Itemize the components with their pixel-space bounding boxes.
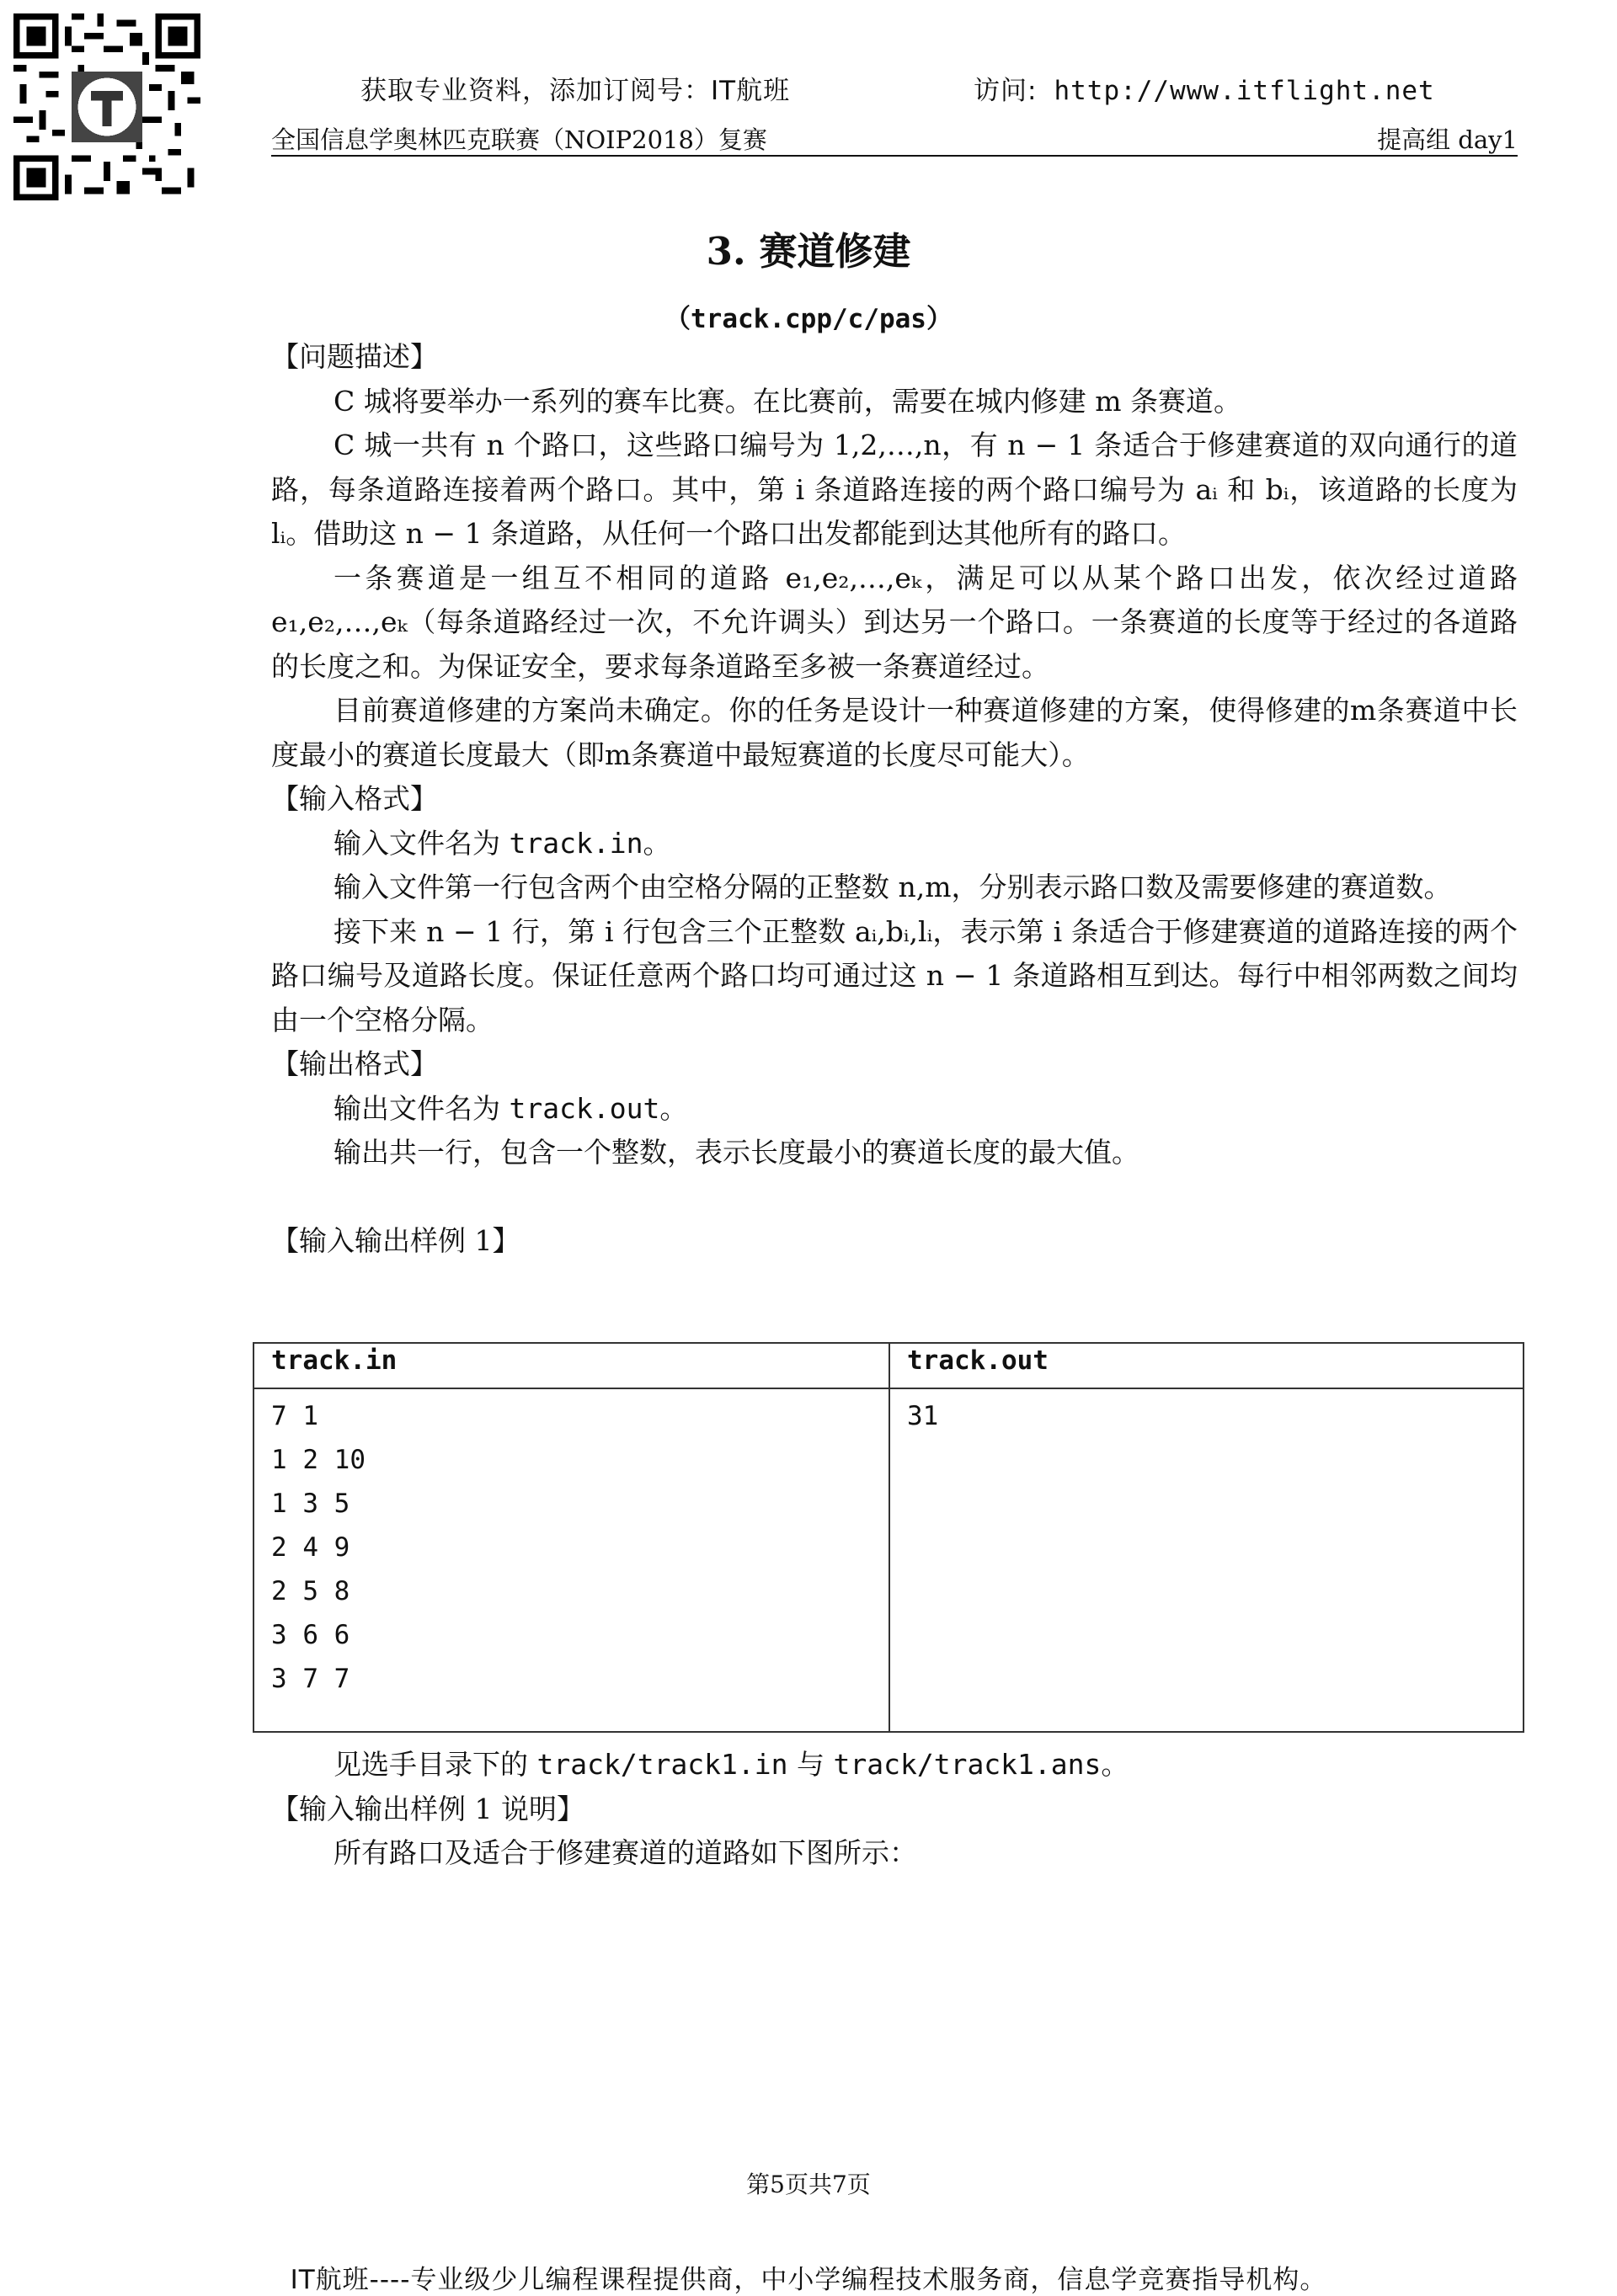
problem-paragraph: C 城一共有 n 个路口，这些路口编号为 1,2,…,n，有 n − 1 条适合于修建赛道的双向通行的道路，每条道路连接着两个路口。其中，第 i 条道路连接的两个路口编号为 aᵢ 和 bᵢ，该道路的长度为 lᵢ。借助这 n − 1 条道路，从任何一个路口出发都能到达其他所有的路口。 xyxy=(271,429,1518,550)
output-paragraph xyxy=(271,1087,1518,1132)
promo-visit-label: 访问: xyxy=(974,76,1038,106)
section-heading-input: 【输入格式】 xyxy=(271,782,438,815)
input-text: 。 xyxy=(643,826,671,860)
header-group: 提高组 day1 xyxy=(1377,125,1518,154)
section-heading-sample: 【输入输出样例 1】 xyxy=(271,1223,520,1257)
problem-paragraph: C 城将要举办一系列的赛车比赛。在比赛前，需要在城内修建 m 条赛道。 xyxy=(334,384,1242,418)
input-paragraph: 接下来 n − 1 行，第 i 行包含三个正整数 aᵢ,bᵢ,lᵢ，表示第 i 条适合于修建赛道的道路连接的两个路口编号及道路长度。保证任意两个路口均可通过这 n − 1 条道路相互到达。每行中相邻两数之间均由一个空格分隔。 xyxy=(271,914,1518,1036)
sample-input-line: 3 6 6 xyxy=(271,1620,350,1650)
section-heading-output: 【输出格式】 xyxy=(271,1047,438,1080)
input-text: 输入文件名为 xyxy=(334,826,510,860)
problem-paragraph: 一条赛道是一组互不相同的道路 e₁,e₂,…,eₖ，满足可以从某个路口出发，依次经过道路 e₁,e₂,…,eₖ（每条道路经过一次，不允许调头）到达另一个路口。一条赛道的长度等于经过的各道路的长度之和。为保证安全，要求每条道路至多被一条赛道经过。 xyxy=(271,561,1518,683)
problem-body xyxy=(271,335,1518,1263)
sample-note xyxy=(271,1743,1518,1787)
section-heading-sample-explain: 【输入输出样例 1 说明】 xyxy=(271,1792,584,1825)
output-paragraph: 输出共一行，包含一个整数，表示长度最小的赛道长度的最大值。 xyxy=(334,1136,1139,1169)
page-number: 第5页共7页 xyxy=(746,2171,871,2198)
promo-url[interactable]: http://www.itflight.net xyxy=(1054,76,1435,106)
sample-output-cell xyxy=(889,1388,1524,1732)
output-text: 。 xyxy=(659,1091,688,1125)
sample-table xyxy=(253,1342,1524,1733)
problem-files: （track.cpp/c/pas） xyxy=(664,304,953,334)
promo-text: 获取专业资料，添加订阅号：IT航班 xyxy=(360,76,791,106)
problem-title: 3. 赛道修建 xyxy=(706,229,911,274)
qr-code xyxy=(13,13,200,200)
sample-output-line: 31 xyxy=(907,1401,939,1431)
note-file: track/track1.in xyxy=(536,1748,788,1781)
input-paragraph: 输入文件第一行包含两个由空格分隔的正整数 n,m，分别表示路口数及需要修建的赛道数。 xyxy=(334,871,1452,903)
sample-notes xyxy=(271,1743,1518,1876)
page-header xyxy=(271,118,1518,157)
sample-input-cell xyxy=(253,1388,889,1732)
sample-input-header: track.in xyxy=(253,1343,889,1388)
note-text: 与 xyxy=(787,1748,834,1781)
sample-input-line: 1 3 5 xyxy=(271,1489,350,1519)
output-filename: track.out xyxy=(509,1091,660,1125)
sample-output-header: track.out xyxy=(889,1343,1524,1388)
input-filename: track.in xyxy=(509,826,643,860)
sample-input-line: 2 5 8 xyxy=(271,1576,350,1606)
section-heading-problem: 【问题描述】 xyxy=(271,340,438,373)
note-text: 见选手目录下的 xyxy=(334,1748,537,1781)
note-file: track/track1.ans xyxy=(833,1748,1102,1781)
sample-explain-paragraph: 所有路口及适合于修建赛道的道路如下图所示： xyxy=(334,1836,917,1869)
header-contest: 全国信息学奥林匹克联赛（NOIP2018）复赛 xyxy=(271,125,767,154)
output-text: 输出文件名为 xyxy=(334,1091,510,1125)
footer-text: IT航班----专业级少儿编程课程提供商，中小学编程技术服务商，信息学竞赛指导机构。 xyxy=(290,2265,1327,2295)
problem-paragraph: 目前赛道修建的方案尚未确定。你的任务是设计一种赛道修建的方案，使得修建的m条赛道中长度最小的赛道长度最大（即m条赛道中最短赛道的长度尽可能大）。 xyxy=(271,694,1518,771)
sample-input-line: 1 2 10 xyxy=(271,1445,366,1475)
promo-visit xyxy=(974,69,1435,107)
sample-input-line: 7 1 xyxy=(271,1401,318,1431)
sample-input-line: 3 7 7 xyxy=(271,1664,350,1694)
sample-input-line: 2 4 9 xyxy=(271,1532,350,1563)
input-paragraph xyxy=(271,822,1518,866)
note-text: 。 xyxy=(1101,1748,1129,1781)
